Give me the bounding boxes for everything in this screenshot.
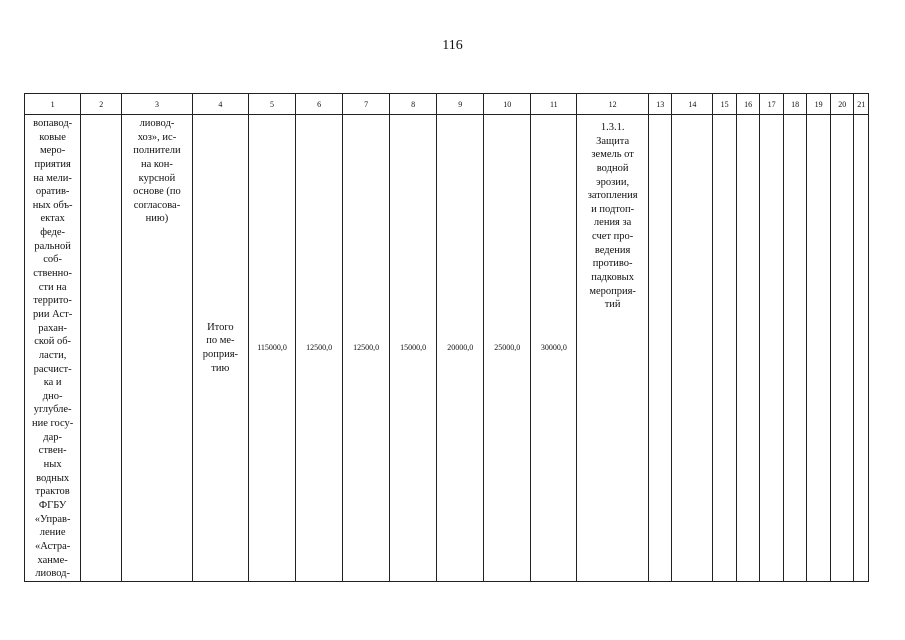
column-header-9: 9 xyxy=(437,94,484,115)
total-label-text: Итого по ме- роприя- тию xyxy=(202,321,239,374)
column-header-4: 4 xyxy=(192,94,248,115)
executor-cell xyxy=(122,115,193,582)
column-header-13: 13 xyxy=(648,94,672,115)
goal-text: 1.3.1. Защита земель от водной эрозии, затопления и подтоп- ления за счет про- ведения противо- падковых мероприя- тий xyxy=(587,122,638,311)
column-header-8: 8 xyxy=(390,94,437,115)
cell-col-19 xyxy=(807,115,831,582)
goal-cell xyxy=(577,115,649,582)
column-header-7: 7 xyxy=(343,94,390,115)
page-number: 116 xyxy=(442,38,463,53)
column-header-15: 15 xyxy=(713,94,737,115)
column-header-19: 19 xyxy=(807,94,831,115)
column-header-11: 11 xyxy=(531,94,577,115)
column-header-2: 2 xyxy=(81,94,122,115)
value-col-11-cell: 30000,0 xyxy=(531,115,577,582)
cell-col-14 xyxy=(672,115,713,582)
measure-name-cell xyxy=(25,115,81,582)
column-header-3: 3 xyxy=(122,94,193,115)
column-header-10: 10 xyxy=(484,94,531,115)
measure-name-text: вопавод- ковые меро- приятия на мели- оратив- ных объ- ектах феде- ральной соб- ственно- сти на террито- рии Аст- рахан- ской об- ласти, расчист- ка и дно- углубле- ние госу- дар- ствен- ных водных трактов ФГБУ «Управ- ление «Астра- ханме- лиовод- xyxy=(31,118,74,580)
cell-col-13 xyxy=(648,115,672,582)
header-row xyxy=(25,94,869,115)
cell-col-21 xyxy=(854,115,869,582)
cell-col-17 xyxy=(760,115,784,582)
column-header-12: 12 xyxy=(577,94,649,115)
value-col-10-cell: 25000,0 xyxy=(484,115,531,582)
column-header-6: 6 xyxy=(296,94,343,115)
cell-col-15 xyxy=(713,115,737,582)
column-header-18: 18 xyxy=(783,94,807,115)
program-table xyxy=(24,93,869,582)
column-header-1: 1 xyxy=(25,94,81,115)
cell-col-2 xyxy=(81,115,122,582)
column-header-14: 14 xyxy=(672,94,713,115)
column-header-5: 5 xyxy=(249,94,296,115)
executor-text: лиовод- хоз», ис- полнители на кон- курсной основе (по согласова- нию) xyxy=(133,118,181,225)
value-col-9-cell: 20000,0 xyxy=(437,115,484,582)
value-total-cell: 115000,0 xyxy=(249,115,296,582)
cell-col-18 xyxy=(783,115,807,582)
value-col-6-cell: 12500,0 xyxy=(296,115,343,582)
value-col-7-cell: 12500,0 xyxy=(343,115,390,582)
cell-col-16 xyxy=(736,115,760,582)
column-header-16: 16 xyxy=(736,94,760,115)
column-header-20: 20 xyxy=(830,94,854,115)
value-col-8-cell: 15000,0 xyxy=(390,115,437,582)
column-header-21: 21 xyxy=(854,94,869,115)
total-label-cell xyxy=(192,115,248,582)
table-row xyxy=(25,115,869,582)
cell-col-20 xyxy=(830,115,854,582)
column-header-17: 17 xyxy=(760,94,784,115)
